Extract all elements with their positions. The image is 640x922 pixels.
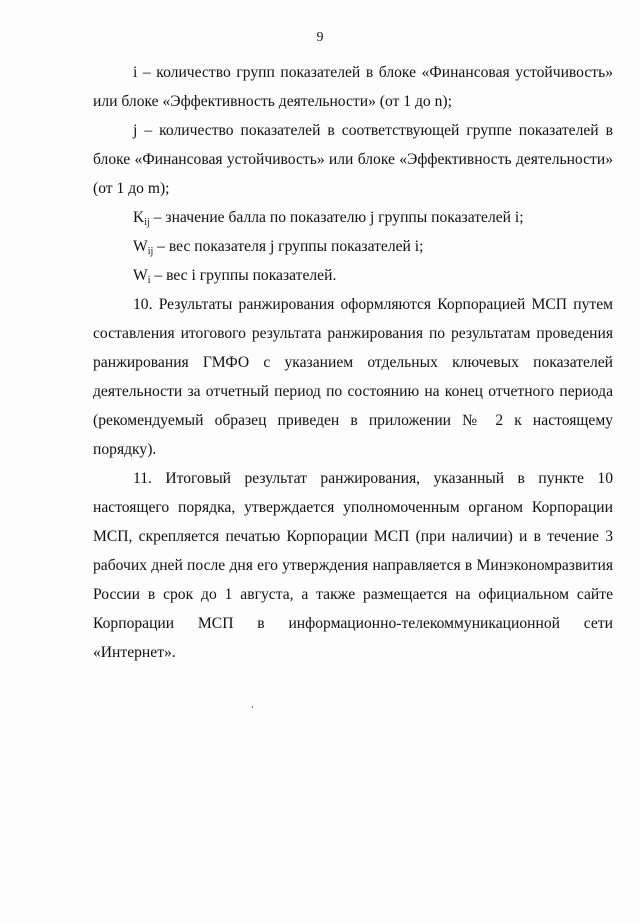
page-number: 9 <box>316 30 324 45</box>
paragraph-11: 11. Итоговый результат ранжирования, указанный в пункте 10 настоящего порядка, утверждается уполномоченным органом Корпорации МСП, скрепляется печатью Корпорации МСП (при наличии) и в течение 3 рабочих дней после дня его утверждения направляется в Минэкономразвития России в срок до 1 августа, а также размещается на официальном сайте Корпорации МСП в информационно-телекоммуникационной сети «Интернет». <box>93 470 613 661</box>
k-description: – значение балла по показателю j группы показателей i; <box>149 209 524 226</box>
scan-speck <box>252 706 253 708</box>
definition-j: j – количество показателей в соответствующей группе показателей в блоке «Финансовая устойчивость» или блоке «Эффективность деятельности» (от 1 до m); <box>93 122 613 197</box>
k-subscript: ij <box>144 217 150 228</box>
definition-i: i – количество групп показателей в блоке «Финансовая устойчивость» или блоке «Эффективность деятельности» (от 1 до n); <box>93 64 613 110</box>
w-ij-symbol: W <box>133 238 148 255</box>
definition-k-ij <box>93 203 613 232</box>
w-ij-description: – вес показателя j группы показателей i; <box>153 238 424 255</box>
paragraph-10: 10. Результаты ранжирования оформляются Корпорацией МСП путем составления итогового результата ранжирования по результатам проведения ранжирования ГМФО с указанием отдельных ключевых показателей деятельности за отчетный период по состоянию на конец отчетного периода (рекомендуемый образец приведен в приложении № 2 к настоящему порядку). <box>93 296 613 458</box>
w-i-description: – вес i группы показателей. <box>150 267 337 284</box>
w-i-symbol: W <box>133 267 148 284</box>
w-ij-subscript: ij <box>147 246 154 257</box>
definition-w-i <box>93 261 613 290</box>
w-i-subscript: i <box>147 275 151 286</box>
k-symbol: K <box>133 209 145 226</box>
document-body <box>93 58 613 667</box>
definition-w-ij <box>93 232 613 261</box>
